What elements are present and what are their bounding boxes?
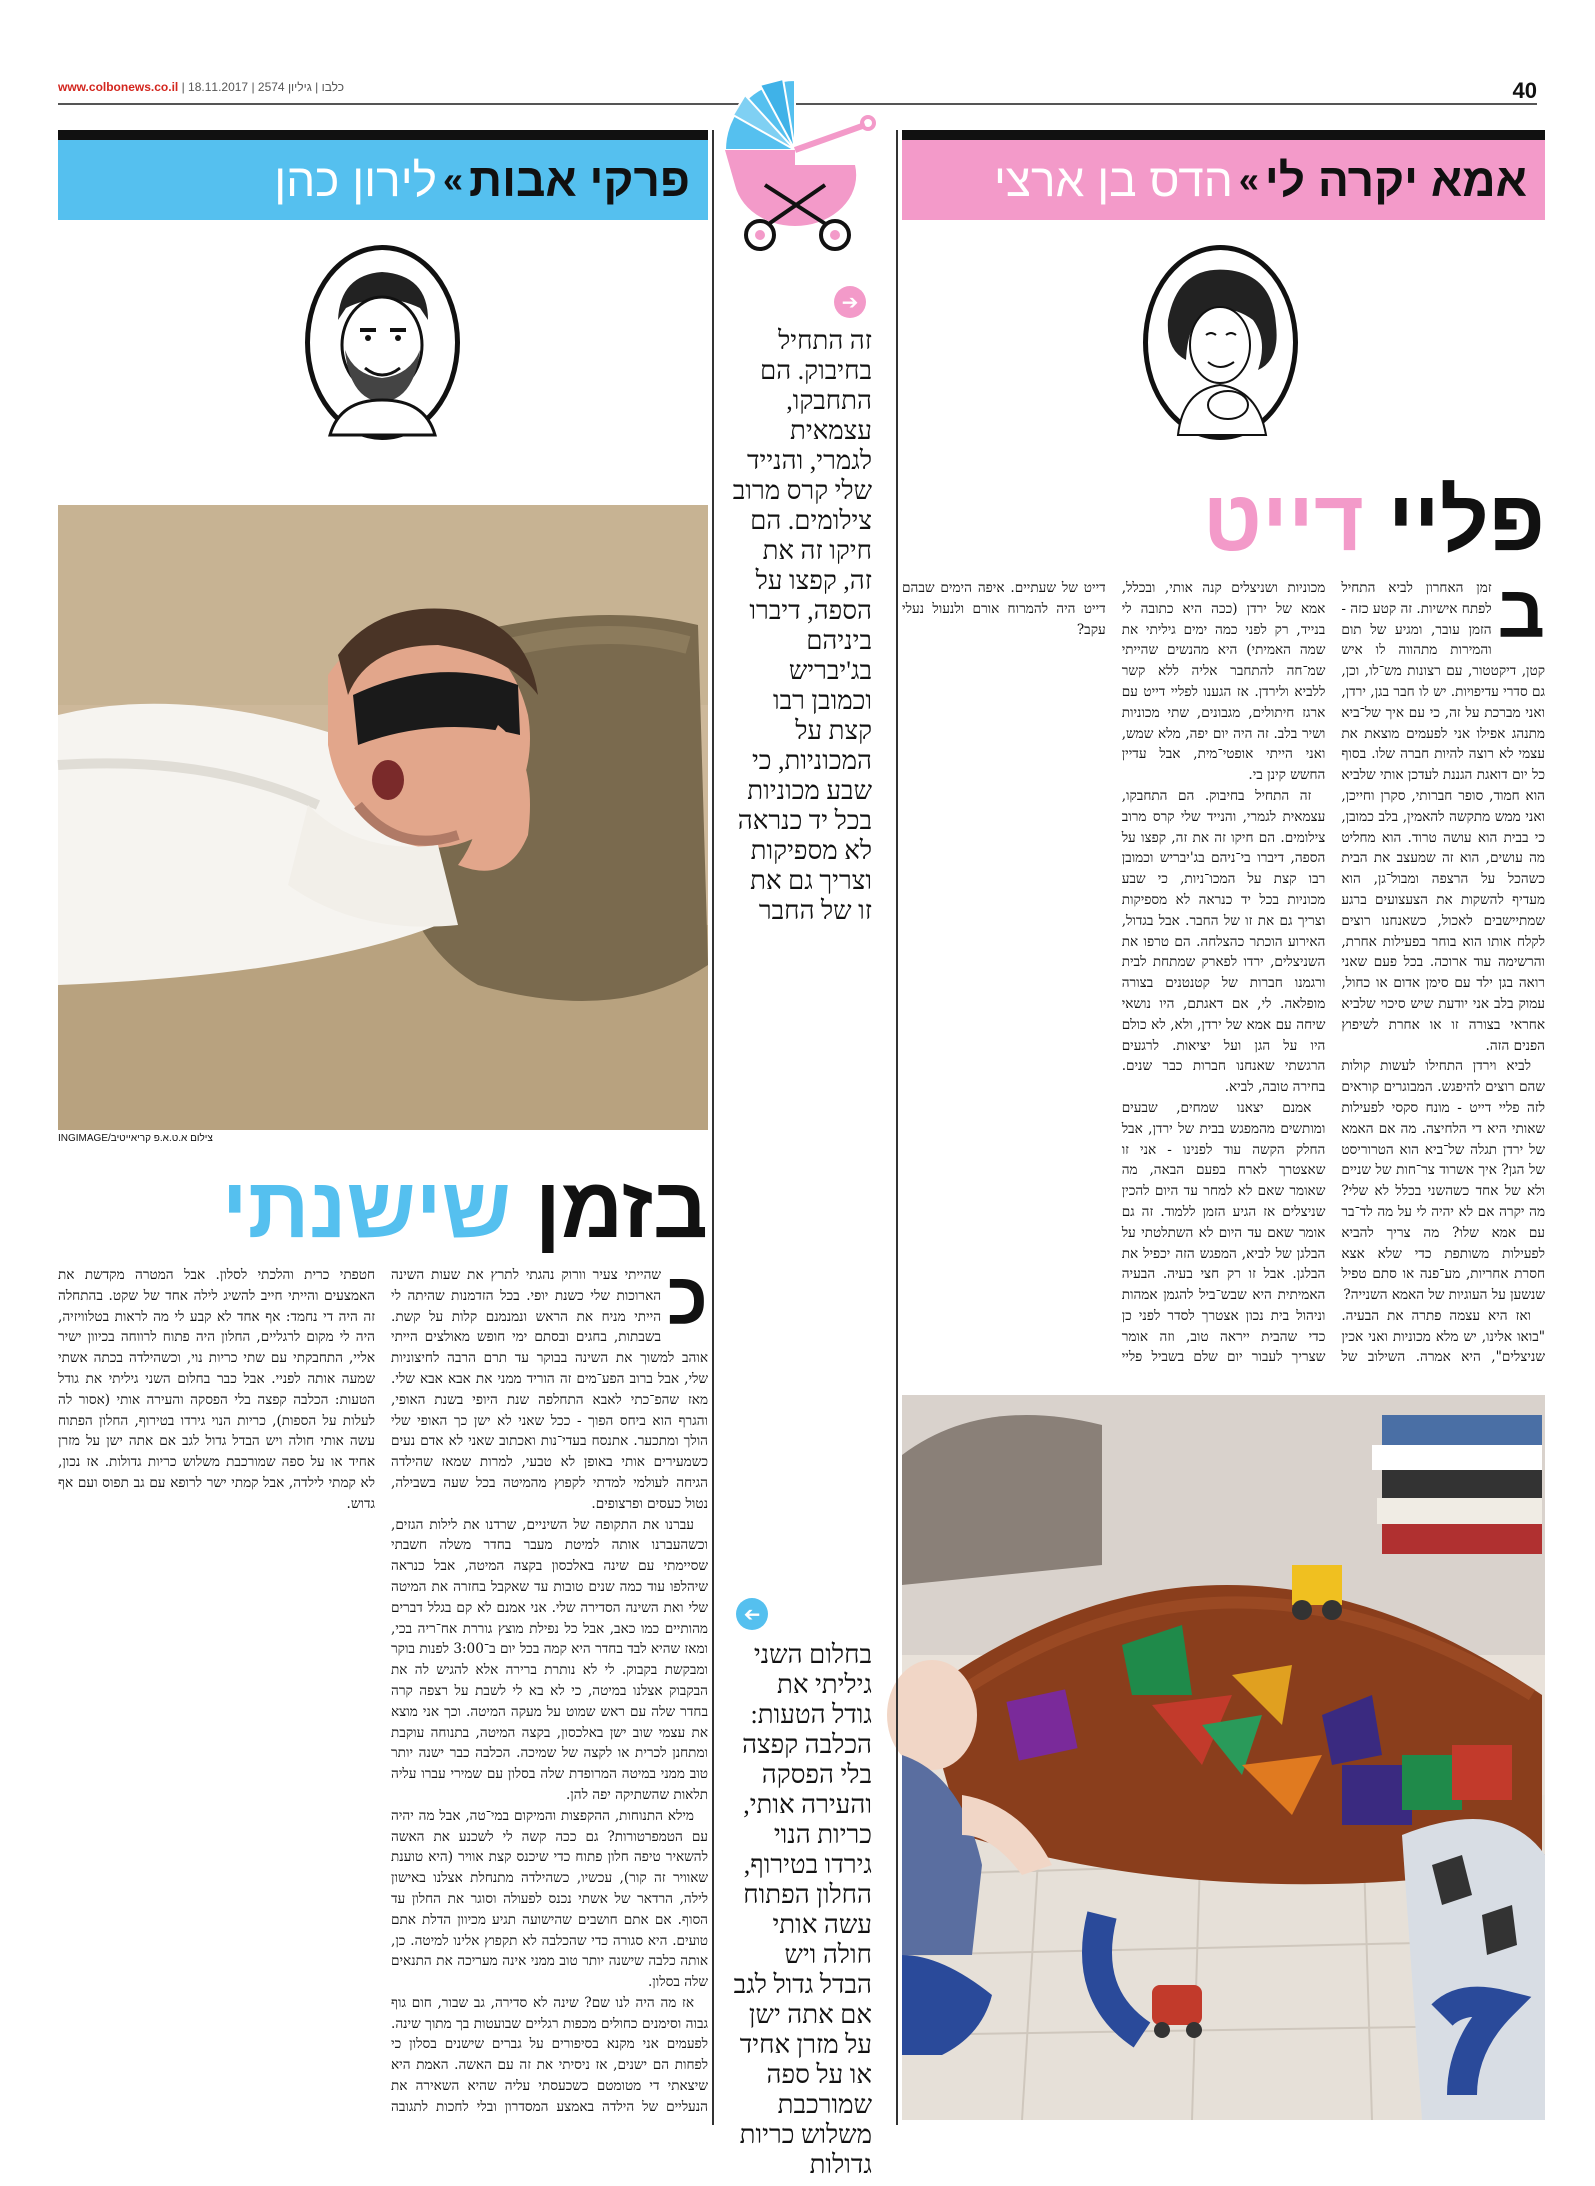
- paragraph: מילא התנוחות, ההקפצות והמיקום במי־טה, אבל מה יהיה עם הטמפרטורות? גם ככה קשה לי לשכנע את האשה להשאיר טיפה חלון פתוח כדי שיכנס קצת אוויר (היא טוענת שאוויר זה קור), עכשיו, כשהילדה מתנחלת אצלנו באישון לילה, הרדאר של אשתי נכנס לפעולה וסוגר את החלון עד הסוף. אם אתם חושבים שהישועה תגיע מכיוון הדלת אתם טועים. היא סגורה כדי שהכלבה לא תקפוץ אלינו למיטה. כן, אותה כלבה שישנה יותר טוב ממני אינה מעריכה את התנאים שלה בסלון.: [391, 1807, 708, 1991]
- paragraph: לביא וירדן התחילו לעשות קולות שהם רוצים להיפגש. המבוגרים קוראים לזה פליי דייט - מונח סקסי לפעילות שאותי היא די הלחיצה. מה אם האמא של ירדן תגלה של־ביא הוא הטרוריסט של הגן? איך אשרוד צר־חות של שניים ולא של אחד כשהשני בכלל לא שלי? מה יקרה אם לא יהיה לי על מה לד־בר עם אמא שלו? מה צריך להביא לפעילות משותפת כדי שלא אצא חסרת אחריות, מע־פנה או סתם טפיל שנשען על העוגיות של האמא השנייה?: [1341, 1058, 1545, 1304]
- issue-meta: | כלבו | גיליון 2574 | 18.11.2017: [181, 80, 345, 94]
- column-author: הדס בן ארצי: [993, 154, 1233, 206]
- paragraph: שהייתי צעיר וורוק נהגתי לתרץ את שעות השינה הארוכות שלי כשנת יופי. בכל הזדמנות שהיתה לי הייתי מניח את הראש ונמנמנם קלות על קשת. בשבתות, בחגים ובסתם ימי חופש מאולצים הייתי אוהב למשוך את השינה בבוקר עד תרם הרבה לחיצוניות שלי, אבל ברוב הפע־מים זה הוריד ממני את אבא אבא שלי. מאז שהפ־כתי לאבא התחלפה שנת היופי בשנת האופי, והגרף הוא ביחס הפוך - ככל שאני לא ישן כך האופי שלי הולך ומתכער. אתנסח בעדי־נות ואכתוב שאני לא אדם נעים כשמעירים אותי באופן לא טבעי, למרות שמאז שהילדה הגיחה לעולמי למדתי לקפוץ מהמיטה בכל שעה בשבילה, נטול כעסים ופרצופים.: [391, 1267, 708, 1512]
- column-banner-right: [902, 140, 1545, 220]
- paragraph: עברנו את התקופה של השיניים, שרדנו את לילות הגזים, וכשהעברנו אותה למיטת מעבר בחדר משלה חשבתי שסיימתי עם שינה באלכסון בקצה המיטה, אבל כנראה שיהלפו עוד כמה שנים טובות עד שאקבל בחזרה את המיטה שלי ואת השינה הסדירה שלי. אני אמנם לא קם בגלל דברים מהותיים כמו כאב, אבל כל נפילת מוצץ גוררת אח־ריה בכי, ומאז שהיא לבד בחדר היא קמה בכל יום ב־3:00 לפנות בוקר ומבקשת בקבוק. לי לא נותרת ברירה אלא להגיש לה את הבקבוק אצלנו במיטה, כי לא בא לי לשבת על רצפה קרה בחדר שלה עם ראש שמוט על מעקה המיטה. וכך אני מוצא את עצמי שוב ישן באלכסון, בקצה המיטה, בתנוחה עוקבת ומתחנן לכרית או לקצה של שמיכה. הכלבה כבר ישנה יותר טוב ממני במיטה המרופדת שלה בסלון עם שמירי עברו עליה תלאות שהשתיקה יפה להן.: [391, 1516, 708, 1803]
- double-chevron-icon: »: [1238, 159, 1259, 200]
- photo-credit: צילום א.ט.א.פ קריאייטיב/INGIMAGE: [58, 1133, 213, 1144]
- column-divider: [896, 130, 898, 2125]
- paragraph: אז מה היה לנו שם? שינה לא סדירה, גב שבור, חום גוף גבוה וסימנים כחולים מכפות רגליים שבועטות בך מתוך שינה. לפעמים אני מקנא בסיפורים על גברים שישנים בסלון כי לפחות הם ישנים, אז ניסיתי את זה עם האשה. האמת היא שיצאתי די מטומטם כשכעסתי עליה שהיא השאירה את הנעליים של הילדה באמצע המסדרון ובלי לחכות לתגובה חטפתי כרית והלכתי לסלון. אבל המטרה מקדשת את האמצעים והייתי חייב להשיג לילה אחד של שקט. בהתחלה זה היה די נחמד: אף אחד לא קבע לי מה לראות בטלוויזיה, היה לי מקום לרגליים, החלון היה פתוח לרווחה בכיוון ישיר אליי, התחבקתי עם שתי כריות נוי, וכשהילדה בכתה אשתי שמעה אותה לפניי. אבל כבר בחלום השני גיליתי את גודל הטעות: הכלבה קפצה בלי הפסקה והעירה אותי (אסור לה לעלות על הספות), כריות הנוי גירדו בטירוף, החלון הפתוח עשה אותי חולה ויש הבדל גדול לגב אם אתה ישן על מזרן אחיד או על ספה שמורכבת משלוש כריות גדולות. אז נכון, לא קמתי לילדה, אבל קמתי ישר לרופא עם גב תפוס ועם אף גדוש.: [58, 1267, 708, 2115]
- column-top-bar: [902, 130, 1545, 140]
- pull-quote: זה התחיל בחיבוק. הם התחבקו, עצמאית לגמרי, והנייד שלי קרס מרוב צילומים. הם חיקו זה את זה, קפצו על הספה, דיברו ביניהם בג'יבריש וכמובן רבו קצת על המכוניות, כי שבע מכוניות בכל יד כנראה לא מספיקות וצריך גם את זו של החבר: [732, 326, 872, 925]
- title-part-1: בזמן: [534, 1160, 708, 1256]
- site-url[interactable]: www.colbonews.co.il | כלבו | גיליון 2574 | 18.11.2017: [58, 80, 345, 94]
- paragraph: זמן האחרון לביא התחיל לפתח אישיות. זה קטע כזה - הזמן עובר, ומגיע של תום והמירות מתהווה לו איש קטן, דיקטטור, עם רצונות מש־לו, וכן, גם סדרי עדיפויות. יש לו חבר בגן, ירדן, ואני מברכת על זה, כי עם איך של־ביא מתנהג אפילו אני לפעמים מוצאת את עצמי לא רוצה להיות חברה שלו. בסוף כל יום דואגת הגננת לעדכן אותי שלביא הוא חמוד, סופר חברותי, סקרן וחייכן, ואני ממש מתקשה להאמין, בלב כמובן, כי בבית הוא עושה טרוד. הוא מחליט מה עושים, הוא זה שמעצב את הבית כשהכל על הרצפה ומבול־גן, הוא מעדיף להשקות את הצעצועים ברגע שמתיישבים לאכול, כשאנחנו רוצים לקלח אותו הוא בוחר בפעילות אחרת, והרשימה עוד ארוכה. בכל פעם שאני רואה בגן ילד עם סימן אדום או כחול, עמוק בלב אני יודעת שיש סיכוי שלביא אחראי בצורה זו או אחרת לשיפוץ הפנים הזה.: [1341, 580, 1545, 1054]
- author-portrait: [1143, 245, 1298, 440]
- column-kicker: אמא יקרה לי: [1264, 154, 1527, 206]
- column-banner-left: [58, 140, 708, 220]
- column-author: לירון כהן: [274, 154, 438, 206]
- column-kicker: פרקי אבות: [469, 154, 690, 206]
- title-part-2: שישנתי: [221, 1160, 511, 1256]
- paragraph: ואז היא עצמה פתרה את הבעיה. "בואו אלינו, יש מלא מכוניות ואני אכין שניצלים", היא אמרה. השילוב של מכוניות ושניצלים קנה אותי, ובכלל, אמא של ירדן (ככה היא כתובה לי בנייד, רק לפני כמה ימים גיליתי את שמה האמיתי) היא מהנשים שהייתי שמ־חה להתחבר אליה ללא קשר ללביא ולירדן. אז הגענו לפליי דייט עם ארגז חיתולים, מגבונים, שתי מכוניות ושיר בלב. זה היה יום יפה, מלא שמש, ואני הייתי אופטי־מית, אבל עדיין החשש קינן בי.: [1121, 580, 1545, 1366]
- article-title: [58, 1160, 708, 1256]
- column-divider: [712, 130, 714, 2125]
- paragraph: אמנם יצאנו שמחים, שבעים ומותשים מהמפגש בבית של ירדן, אבל החלק הקשה עוד לפנינו - אני זו שאצטרך לארח בפעם הבאה, מה שאומר שאם לא למחר עד היום להכין שניצלים אז הגיע הזמן ללמוד. זה גם אומר שאם עד היום לא השתלטתי על הבלגן של לביא, המפגש הזה יכפיל את הבלגן. אבל זו רק חצי בעיה. הבעיה האמיתית היא שבש־ביל להגמן אמהות וניהול בית נכון אצטרך לסדר לפני כן כדי שהבית ייראה טוב, וזה אומר שצריך לעבור יום שלם בשביל פליי דייט של שעתיים. איפה הימים שבהם דייט היה להמרוח אורם ולנעול נעלי עקב?: [902, 580, 1326, 1366]
- article-title: [1100, 473, 1545, 569]
- sleeping-man-photo: [58, 505, 708, 1130]
- arrow-icon: ➔: [834, 286, 866, 318]
- baby-stroller-icon: [705, 55, 885, 255]
- author-portrait: [305, 245, 460, 440]
- page-number: 40: [1512, 78, 1537, 103]
- column-top-bar: [58, 130, 708, 140]
- drop-cap: ב: [1497, 570, 1545, 653]
- drop-cap: כ: [667, 1257, 708, 1340]
- article-body: [902, 570, 1545, 1384]
- paragraph: זה התחיל בחיבוק. הם התחבקו, עצמאית לגמרי, והנייד שלי קרס מרוב צילומים. הם חיקו זה את זה, קפצו על הספה, דיברו בי־ניהם בג'יבריש וכמובן רבו קצת על המכו־ניות, כי שבע מכוניות בכל יד כנראה לא מספיקות וצריך גם את זו של החבר. אבל בגדול, האירוע הוכתר כהצלחה. הם טרפו את השניצלים, ירדו לפארק שמתחת לבית ורגמנו חברות של קטנטנים בצורה מופלאה. לי, אם דאגתם, היו נושאי שיחה עם אמא של ירדן, ולא, לא כולם היו על הגן ועל יציאות. לרגעים הרגשתי שאנחנו חברות כבר שנים. בחירה טובה, לביא.: [1121, 787, 1326, 1096]
- arrow-icon: ➔: [736, 1598, 768, 1630]
- article-body: [58, 1257, 708, 2125]
- kids-table-photo: [902, 1395, 1545, 2120]
- double-chevron-icon: »: [443, 159, 464, 200]
- pull-quote: בחלום השני גיליתי את גודל הטעות: הכלבה קפצה בלי הפסקה והעירה אותי, כריות הנוי גירדו בטירוף, החלון הפתוח עשה אותי חולה ויש הבדל גדול לגב אם אתה ישן על מזרן אחיד או על ספה שמורכבת משלוש כריות גדולות: [733, 1640, 872, 2179]
- title-part-2: דייט: [1202, 473, 1364, 569]
- title-part-1: פליי: [1387, 473, 1545, 569]
